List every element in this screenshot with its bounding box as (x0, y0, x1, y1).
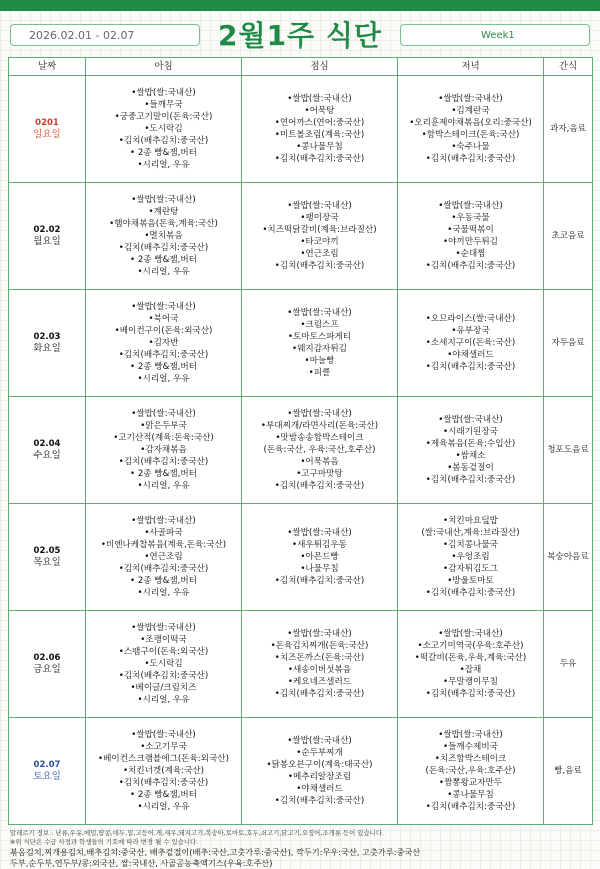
menu-item: •계란탕 (148, 207, 179, 217)
menu-item: •김치(배추김치:중국산) (118, 457, 209, 467)
menu-item: •베이컨구이(돈육:외국산) (114, 326, 213, 336)
menu-item: •시리얼, 우유 (137, 802, 190, 812)
menu-item: •쌀밥(쌀:국내산) (131, 516, 196, 526)
menu-item: •쌀밥(쌀:국내산) (438, 201, 503, 211)
menu-item: •쌀밥(쌀:국내산) (131, 88, 196, 98)
week-badge: Week1 (400, 24, 590, 46)
menu-item: •김치(배추김치:중국산) (425, 362, 516, 372)
menu-item: •야채샐러드 (296, 784, 343, 794)
column-header-snack: 간식 (544, 58, 593, 76)
menu-item: (돈육:국산, 우육:국산,호주산) (263, 445, 376, 455)
day-weekday: 목요일 (33, 557, 61, 568)
menu-item: •시리얼, 우유 (137, 588, 190, 598)
menu-item: •순대찜 (455, 249, 486, 259)
day-row (9, 718, 593, 825)
menu-item: •베이컨스크램블에그(돈육:외국산) (98, 754, 229, 764)
menu-item: •김치(배추김치:중국산) (274, 261, 365, 271)
breakfast-cell (86, 611, 242, 718)
menu-item: •스팸구이(돈육:외국산) (118, 647, 209, 657)
menu-item: •맛밤송송함박스테이크 (275, 433, 364, 443)
menu-item: • 2종 빵&잼,버터 (130, 576, 197, 586)
dinner-cell (398, 397, 544, 504)
menu-item: •쌀밥(쌀:국내산) (131, 623, 196, 633)
menu-item: •김계란국 (451, 106, 490, 116)
day-date: 02.06 (33, 653, 61, 663)
menu-item: •김치(배추김치:중국산) (425, 802, 516, 812)
day-weekday: 수요일 (33, 450, 61, 461)
menu-item: • 2종 빵&잼,버터 (130, 255, 197, 265)
breakfast-cell (86, 290, 242, 397)
column-header-breakfast: 아침 (86, 58, 242, 76)
menu-item: •김치(배추김치:중국산) (118, 136, 209, 146)
menu-item: •쌀밥(쌀:국내산) (287, 94, 352, 104)
day-date-cell (9, 290, 86, 397)
menu-item: •콩나물무침 (296, 142, 343, 152)
snack-cell: 복숭아음료 (544, 504, 593, 611)
menu-item: •치즈떡닭갈비(계육:브라질산) (262, 225, 377, 235)
breakfast-cell (86, 76, 242, 183)
menu-item: •메추리알장조림 (287, 772, 352, 782)
menu-item: •타코야끼 (300, 237, 339, 247)
lunch-cell (242, 183, 398, 290)
menu-item: •연근조림 (144, 552, 183, 562)
menu-item: •김치(배추김치:중국산) (118, 778, 209, 788)
menu-item: •케요네즈샐러드 (287, 677, 352, 687)
menu-item: (쌀:국내산,계육:브라질산) (421, 528, 520, 538)
menu-item: •돈육김치찌개(돈육:국산) (270, 641, 369, 651)
menu-item: •감자튀김도그 (443, 564, 498, 574)
dinner-cell (398, 76, 544, 183)
dinner-cell (398, 504, 544, 611)
menu-item: •소고기미역국(우육:호주산) (417, 641, 524, 651)
column-header-date: 날짜 (9, 58, 86, 76)
menu-item: •쌀밥(쌀:국내산) (131, 195, 196, 205)
menu-item: •김치(배추김치:중국산) (118, 243, 209, 253)
snack-cell: 초코음료 (544, 183, 593, 290)
menu-item: •쌀밥(쌀:국내산) (287, 409, 352, 419)
menu-item: •팽이장국 (300, 213, 339, 223)
menu-item: •김치(배추김치:중국산) (274, 576, 365, 586)
menu-item: •치킨너겟(계육:국산) (122, 766, 205, 776)
day-date: 02.03 (33, 332, 61, 342)
menu-item: •웨지감자튀김 (292, 344, 347, 354)
day-row (9, 76, 593, 183)
menu-item: •고구마맛탕 (296, 469, 343, 479)
menu-item: •조랭이떡국 (140, 635, 187, 645)
menu-item: •쌀밥(쌀:국내산) (287, 201, 352, 211)
menu-item: •쌀밥(쌀:국내산) (287, 308, 352, 318)
lunch-cell (242, 76, 398, 183)
menu-item: •우동국물 (451, 213, 490, 223)
menu-item: •시리얼, 우유 (137, 267, 190, 277)
menu-item: •유부장국 (451, 326, 490, 336)
date-range-badge: 2026.02.01 - 02.07 (10, 24, 200, 46)
menu-item: •도시락김 (144, 659, 183, 669)
menu-item: •아몬드빵 (300, 552, 339, 562)
menu-item: •쌀밥(쌀:국내산) (131, 730, 196, 740)
snack-cell: 과자,음료 (544, 76, 593, 183)
menu-item: • 2종 빵&잼,버터 (130, 469, 197, 479)
table-header-row (9, 58, 593, 76)
menu-item: •김치(배추김치:중국산) (274, 796, 365, 806)
menu-item: •치킨마요덮밥 (443, 516, 498, 526)
allergy-note: 알레르기 정보 : 난류,우유,메밀,땅콩,대두,밀,고등어,게,새우,돼지고기,복숭아,토마토,호두,쇠고기,닭고기,오징어,조개류 등이 있습니다. (10, 829, 385, 837)
lunch-cell (242, 290, 398, 397)
menu-item: •피클 (308, 368, 331, 378)
menu-item: •김치(배추김치:중국산) (118, 350, 209, 360)
menu-item: •콩나물무침 (447, 790, 494, 800)
menu-item: •연어까스(연어:중국산) (274, 118, 365, 128)
snack-cell: 자두음료 (544, 290, 593, 397)
menu-item: •김치(배추김치:중국산) (274, 481, 365, 491)
menu-item: •쌀밥(쌀:국내산) (438, 730, 503, 740)
menu-item: •새우튀김우동 (292, 540, 347, 550)
change-notice: ※위 식단은 수급 사정과 학생들의 기호에 따라 변경 될 수 있습니다. (10, 838, 199, 846)
menu-item: •치즈돈까스(돈육:국산) (274, 653, 365, 663)
day-date: 0201 (35, 118, 59, 128)
day-row (9, 397, 593, 504)
menu-item: •봄동겉절이 (447, 463, 494, 473)
dinner-cell (398, 290, 544, 397)
menu-item: •시리얼, 우유 (137, 695, 190, 705)
origin-note-tofu: 두부,순두부,연두부/콩:외국산, 쌀:국내산, 사골곰농축액기스(우육:호주산) (10, 858, 273, 868)
breakfast-cell (86, 183, 242, 290)
menu-item: •토마토스파게티 (287, 332, 352, 342)
day-row (9, 504, 593, 611)
snack-cell: 청포도음료 (544, 397, 593, 504)
menu-item: •소고기무국 (140, 742, 187, 752)
menu-item: •쌀밥(쌀:국내산) (438, 94, 503, 104)
menu-item: •잡채 (459, 665, 482, 675)
menu-item: •새송이버섯볶음 (287, 665, 352, 675)
day-row (9, 290, 593, 397)
day-date-cell (9, 504, 86, 611)
day-weekday: 화요일 (33, 343, 61, 354)
menu-item: •김치(배추김치:중국산) (274, 154, 365, 164)
menu-item: •쌀밥(쌀:국내산) (131, 409, 196, 419)
lunch-cell (242, 611, 398, 718)
day-date: 02.05 (33, 546, 61, 556)
notes-section (10, 829, 592, 869)
menu-item: •어묵볶음 (300, 457, 339, 467)
menu-item: •국물떡볶이 (447, 225, 494, 235)
menu-item: •부대찌개/라면사리(돈육:국산) (260, 421, 379, 431)
menu-item: •궁중고기말이(돈육:국산) (114, 112, 213, 122)
menu-item: •멸치볶음 (144, 231, 183, 241)
menu-item: •야채샐러드 (447, 350, 494, 360)
day-weekday: 금요일 (33, 664, 61, 675)
dinner-cell (398, 611, 544, 718)
menu-item: •마늘빵 (304, 356, 335, 366)
menu-item: •함박스테이크(돈육:국산) (421, 130, 520, 140)
day-date: 02.04 (33, 439, 61, 449)
menu-item: •시리얼, 우유 (137, 481, 190, 491)
menu-item: •크림스프 (300, 320, 339, 330)
menu-item: •미트볼조림(계육:국산) (274, 130, 365, 140)
menu-item: (돈육:국산,우육:호주산) (425, 766, 516, 776)
menu-item: •무말랭이무침 (443, 677, 498, 687)
day-date: 02.02 (33, 225, 61, 235)
day-weekday: 일요일 (33, 129, 61, 140)
menu-item: •햄야채볶음(돈육,계육:국산) (109, 219, 218, 229)
day-date-cell (9, 76, 86, 183)
menu-item: •우엉조림 (451, 552, 490, 562)
menu-item: •맑은두부국 (140, 421, 187, 431)
menu-item: •짬뽕왕교자만두 (438, 778, 503, 788)
day-row (9, 611, 593, 718)
menu-item: •감자채볶음 (140, 445, 187, 455)
header-accent-bar (0, 0, 600, 11)
menu-item: •나물무침 (300, 564, 339, 574)
menu-item: •김치(배추김치:중국산) (118, 671, 209, 681)
day-date-cell (9, 718, 86, 825)
menu-item: •순두부찌개 (296, 748, 343, 758)
menu-item: •김치(배추김치:중국산) (425, 689, 516, 699)
menu-item: •김치콩나물국 (443, 540, 498, 550)
menu-item: •김치(배추김치:중국산) (118, 564, 209, 574)
menu-item: •시래기된장국 (443, 427, 498, 437)
day-weekday: 월요일 (33, 236, 61, 247)
day-row (9, 183, 593, 290)
menu-item: •오리훈제야채볶음(오리:중국산) (409, 118, 532, 128)
dinner-cell (398, 183, 544, 290)
dinner-cell (398, 718, 544, 825)
menu-item: • 2종 빵&잼,버터 (130, 362, 197, 372)
menu-item: •김치(배추김치:중국산) (274, 689, 365, 699)
menu-item: •비엔나케찹볶음(계육,돈육:국산) (100, 540, 227, 550)
menu-item: •떡갈비(돈육,우육,계육:국산) (414, 653, 527, 663)
menu-item: •야끼만두튀김 (443, 237, 498, 247)
menu-item: •쌀밥(쌀:국내산) (287, 736, 352, 746)
menu-item: •제육볶음(돈육:수입산) (425, 439, 516, 449)
menu-item: •들깨수제비국 (443, 742, 498, 752)
menu-item: •들깨무국 (144, 100, 183, 110)
menu-item: •김치(배추김치:중국산) (425, 588, 516, 598)
snack-cell: 두유 (544, 611, 593, 718)
menu-item: •시리얼, 우유 (137, 160, 190, 170)
menu-item: •김자반 (148, 338, 179, 348)
lunch-cell (242, 718, 398, 825)
day-weekday: 토요일 (33, 771, 61, 782)
menu-item: •김치(배추김치:중국산) (425, 154, 516, 164)
menu-item: •김치(배추김치:중국산) (425, 261, 516, 271)
lunch-cell (242, 397, 398, 504)
column-header-dinner: 저녁 (398, 58, 544, 76)
menu-item: •닭봉오븐구이(계육:태국산) (266, 760, 373, 770)
meal-table (8, 57, 593, 825)
day-date-cell (9, 183, 86, 290)
menu-item: •치즈함박스테이크 (434, 754, 507, 764)
menu-item: •김치(배추김치:중국산) (425, 475, 516, 485)
page-title: 2월1주 식단 (218, 19, 382, 52)
menu-item: •도시락김 (144, 124, 183, 134)
menu-item: •소세지구이(돈육:국산) (425, 338, 516, 348)
day-date-cell (9, 611, 86, 718)
menu-item: •시리얼, 우유 (137, 374, 190, 384)
day-date-cell (9, 397, 86, 504)
menu-item: •연근조림 (300, 249, 339, 259)
menu-item: •숙주나물 (451, 142, 490, 152)
origin-note-kimchi: 볶음김치,찌개용김치,배추김치:중국산, 배추겉절이(배추:국산,고춧가루:중국산), 깍두기:무우:국산, 고춧가루:중국산 (10, 847, 421, 857)
breakfast-cell (86, 504, 242, 611)
menu-item: •쌀밥(쌀:국내산) (287, 528, 352, 538)
menu-item: •북어국 (148, 314, 179, 324)
menu-item: •어묵탕 (304, 106, 335, 116)
menu-item: •고기산적(계육:돈육:국산) (113, 433, 214, 443)
breakfast-cell (86, 718, 242, 825)
menu-item: •쌀밥(쌀:국내산) (438, 629, 503, 639)
menu-item: •쌈채소 (455, 451, 486, 461)
day-date: 02.07 (33, 760, 61, 770)
column-header-lunch: 점심 (242, 58, 398, 76)
menu-item: •사골파국 (144, 528, 183, 538)
menu-item: • 2종 빵&잼,버터 (130, 790, 197, 800)
menu-item: •방울토마토 (447, 576, 494, 586)
menu-item: •베이글/크림치즈 (130, 683, 197, 693)
menu-item: •쌀밥(쌀:국내산) (287, 629, 352, 639)
lunch-cell (242, 504, 398, 611)
breakfast-cell (86, 397, 242, 504)
menu-item: •오므라이스(쌀:국내산) (425, 314, 516, 324)
menu-item: •쌀밥(쌀:국내산) (131, 302, 196, 312)
table-body (9, 76, 593, 825)
snack-cell: 빵,음료 (544, 718, 593, 825)
menu-item: •쌀밥(쌀:국내산) (438, 415, 503, 425)
menu-item: • 2종 빵&잼,버터 (130, 148, 197, 158)
